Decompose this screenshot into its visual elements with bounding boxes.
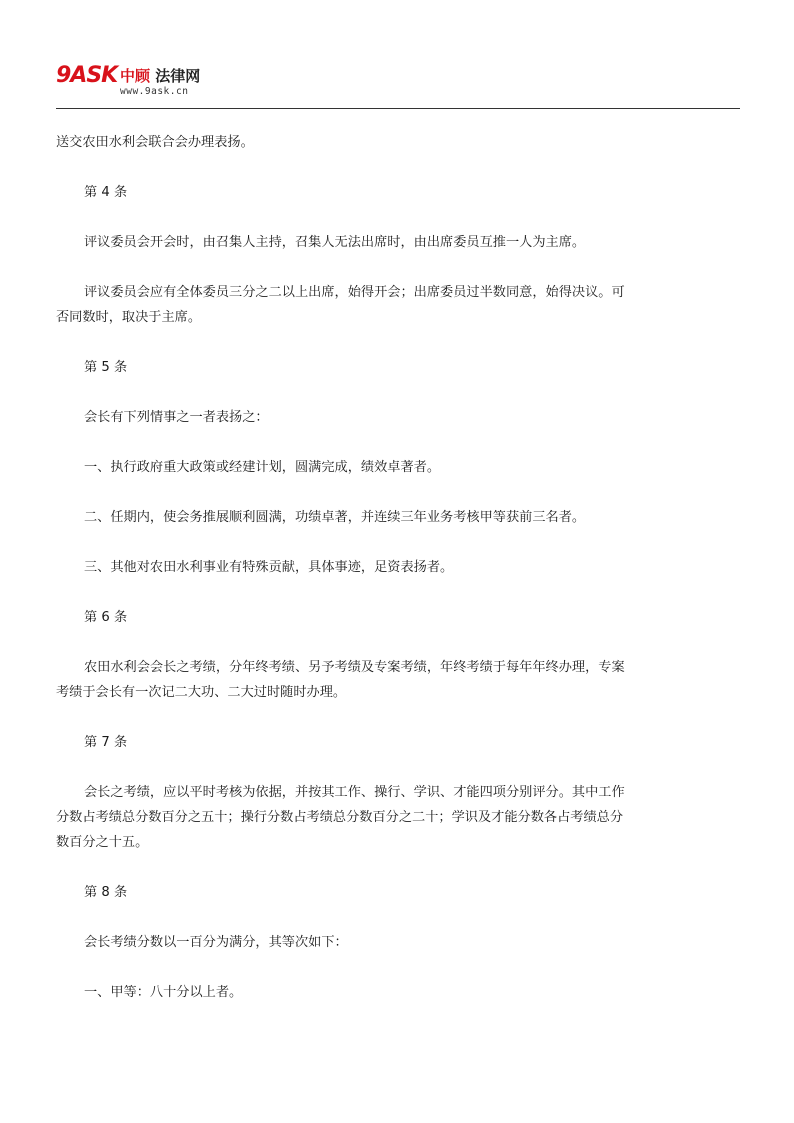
article-heading: 第 6 条 [84,610,128,625]
page-header [56,62,740,108]
logo-url: www.9ask.cn [120,86,189,97]
paragraph: 会长之考绩，应以平时考核为依据，并按其工作、操行、学识、才能四项分别评分。其中工作分数占考绩总分数百分之五十；操行分数占考绩总分数百分之二十；学识及才能分数各占考绩总分数百分之十五。 [56,785,625,850]
site-logo[interactable] [56,62,216,102]
article-heading: 第 7 条 [84,735,128,750]
list-item: 二、任期内，使会务推展顺利圆满，功绩卓著，并连续三年业务考核甲等获前三名者。 [84,510,586,525]
article-heading: 第 5 条 [84,360,128,375]
logo-mark: 9ASK [56,63,118,88]
list-item: 一、执行政府重大政策或经建计划，圆满完成，绩效卓著者。 [84,460,441,475]
paragraph: 送交农田水利会联合会办理表扬。 [56,135,254,150]
list-item: 三、其他对农田水利事业有特殊贡献，具体事迹，足资表扬者。 [84,560,454,575]
list-item: 一、甲等：八十分以上者。 [84,985,243,1000]
paragraph: 评议委员会应有全体委员三分之二以上出席，始得开会；出席委员过半数同意，始得决议。可否同数时，取决于主席。 [56,285,625,325]
logo-name-part-2: 法律网 [155,67,201,85]
paragraph: 农田水利会会长之考绩，分年终考绩、另予考绩及专案考绩，年终考绩于每年年终办理，专案考绩于会长有一次记二大功、二大过时随时办理。 [56,660,625,700]
header-divider [56,108,740,109]
paragraph: 会长考绩分数以一百分为满分，其等次如下： [84,935,348,950]
logo-name [120,67,200,85]
article-heading: 第 4 条 [84,185,128,200]
document-body [56,130,636,1030]
paragraph: 评议委员会开会时，由召集人主持，召集人无法出席时，由出席委员互推一人为主席。 [84,235,586,250]
paragraph: 会长有下列情事之一者表扬之： [84,410,269,425]
logo-name-part-1: 中顾 [120,67,151,85]
article-heading: 第 8 条 [84,885,128,900]
